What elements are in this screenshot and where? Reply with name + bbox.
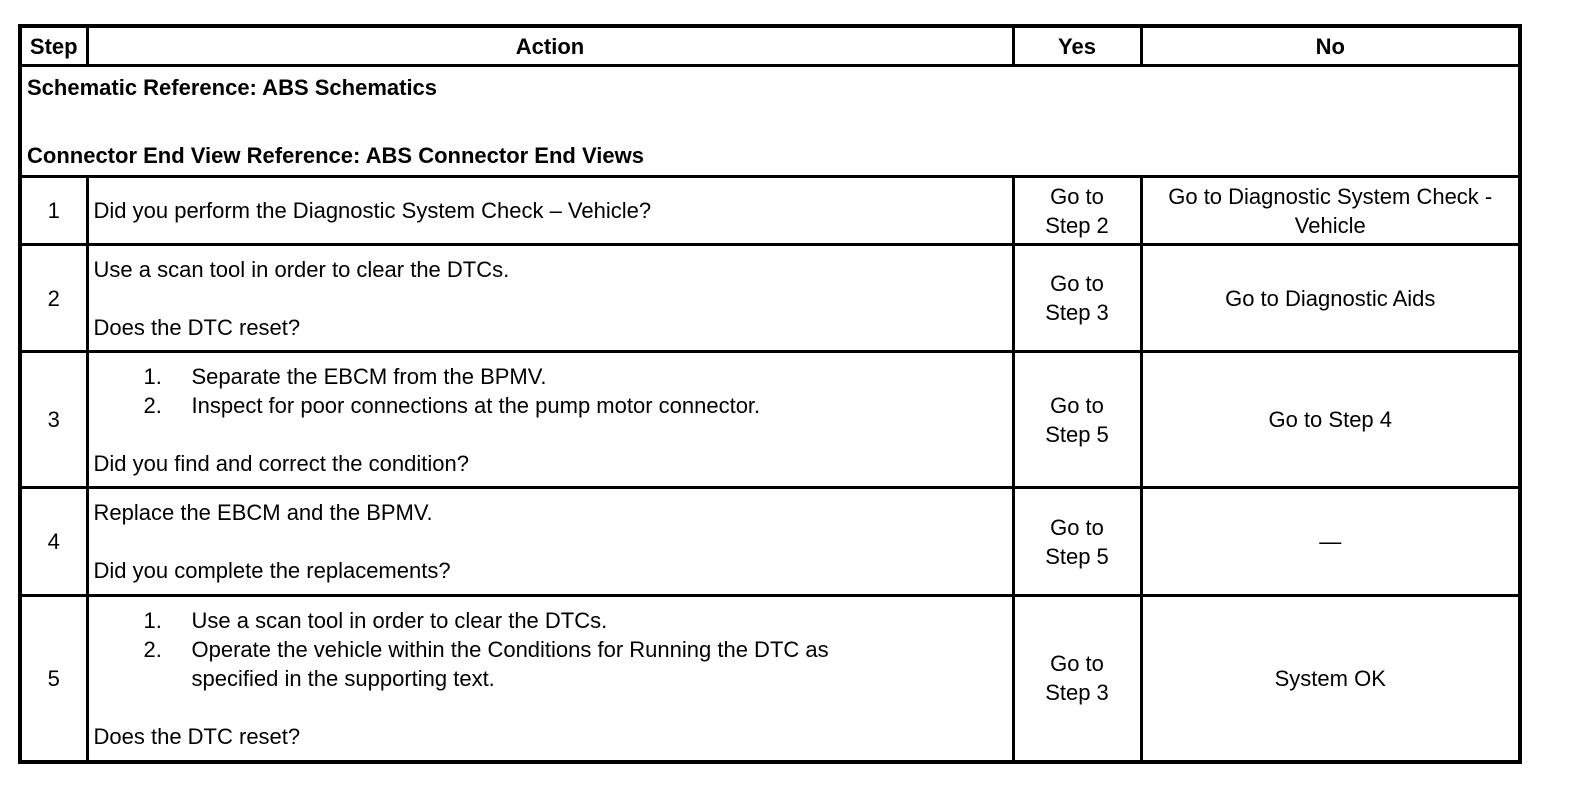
list-item xyxy=(94,635,1007,693)
no-cell xyxy=(1141,352,1520,488)
schematic-reference: Schematic Reference: ABS Schematics xyxy=(27,74,438,100)
list-item-text: Separate the EBCM from the BPMV. xyxy=(191,363,547,389)
list-item-text: Operate the vehicle within the Conditions for Running the DTC as specified in the supporting text. xyxy=(191,636,829,691)
yes-cell xyxy=(1013,596,1141,762)
no-text: Vehicle xyxy=(1294,212,1366,238)
no-text: Go to Step 4 xyxy=(1268,407,1393,432)
yes-cell xyxy=(1013,177,1141,245)
yes-text: Step 5 xyxy=(1045,543,1109,569)
list-item-text: Inspect for poor connections at the pump motor connector. xyxy=(191,392,761,418)
substep-list xyxy=(94,362,1007,420)
no-cell xyxy=(1141,488,1520,596)
no-text: Go to Diagnostic System Check - xyxy=(1168,183,1493,209)
no-text: System OK xyxy=(1274,665,1386,691)
step-number: 2 xyxy=(20,245,87,352)
list-item-number: 1. xyxy=(143,363,162,389)
yes-text: Step 3 xyxy=(1045,680,1109,706)
no-cell xyxy=(1141,177,1520,245)
list-item xyxy=(94,606,1007,635)
header-no: No xyxy=(1141,26,1520,66)
yes-text: Go to xyxy=(1050,514,1104,540)
step-number: 5 xyxy=(20,596,87,762)
no-text: Go to Diagnostic Aids xyxy=(1225,285,1436,311)
action-cell xyxy=(87,245,1013,352)
no-text: — xyxy=(1319,529,1342,554)
header-yes: Yes xyxy=(1013,26,1141,66)
action-question: Did you find and correct the condition? xyxy=(93,450,469,476)
yes-text: Go to xyxy=(1050,183,1104,209)
list-item xyxy=(94,391,1007,420)
yes-text: Step 3 xyxy=(1045,300,1109,325)
table-row xyxy=(20,488,1520,596)
yes-cell xyxy=(1013,488,1141,596)
connector-reference: Connector End View Reference: ABS Connector End Views xyxy=(27,142,644,168)
action-instruction: Use a scan tool in order to clear the DTCs. xyxy=(93,256,510,282)
list-item-number: 1. xyxy=(143,607,162,633)
yes-text: Go to xyxy=(1050,392,1104,418)
yes-text: Go to xyxy=(1050,271,1104,296)
step-number: 4 xyxy=(20,488,87,596)
action-question: Does the DTC reset? xyxy=(93,723,301,749)
yes-text: Step 5 xyxy=(1045,421,1109,447)
reference-cell xyxy=(20,66,1520,177)
yes-text: Step 2 xyxy=(1045,212,1109,238)
list-item-number: 2. xyxy=(143,636,162,662)
list-item xyxy=(94,362,1007,391)
no-cell xyxy=(1141,245,1520,352)
yes-cell xyxy=(1013,245,1141,352)
action-cell xyxy=(87,596,1013,762)
header-action: Action xyxy=(87,26,1013,66)
table-row xyxy=(20,596,1520,762)
yes-cell xyxy=(1013,352,1141,488)
list-item-text: Use a scan tool in order to clear the DTCs. xyxy=(191,607,608,633)
step-number: 3 xyxy=(20,352,87,488)
no-cell xyxy=(1141,596,1520,762)
action-instruction: Replace the EBCM and the BPMV. xyxy=(93,500,433,525)
diagnostic-table xyxy=(18,24,1522,764)
header-step: Step xyxy=(20,26,87,66)
action-cell xyxy=(87,352,1013,488)
action-cell xyxy=(87,177,1013,245)
yes-text: Go to xyxy=(1050,651,1104,677)
action-question: Did you complete the replacements? xyxy=(93,558,451,583)
reference-row xyxy=(20,66,1520,177)
substep-list xyxy=(94,606,1007,693)
list-item-number: 2. xyxy=(143,392,162,418)
table-row xyxy=(20,177,1520,245)
action-cell xyxy=(87,488,1013,596)
step-number: 1 xyxy=(20,177,87,245)
table-row xyxy=(20,352,1520,488)
table-row xyxy=(20,245,1520,352)
action-question: Did you perform the Diagnostic System Check – Vehicle? xyxy=(93,198,652,223)
header-row xyxy=(20,26,1520,66)
action-question: Does the DTC reset? xyxy=(93,314,301,340)
